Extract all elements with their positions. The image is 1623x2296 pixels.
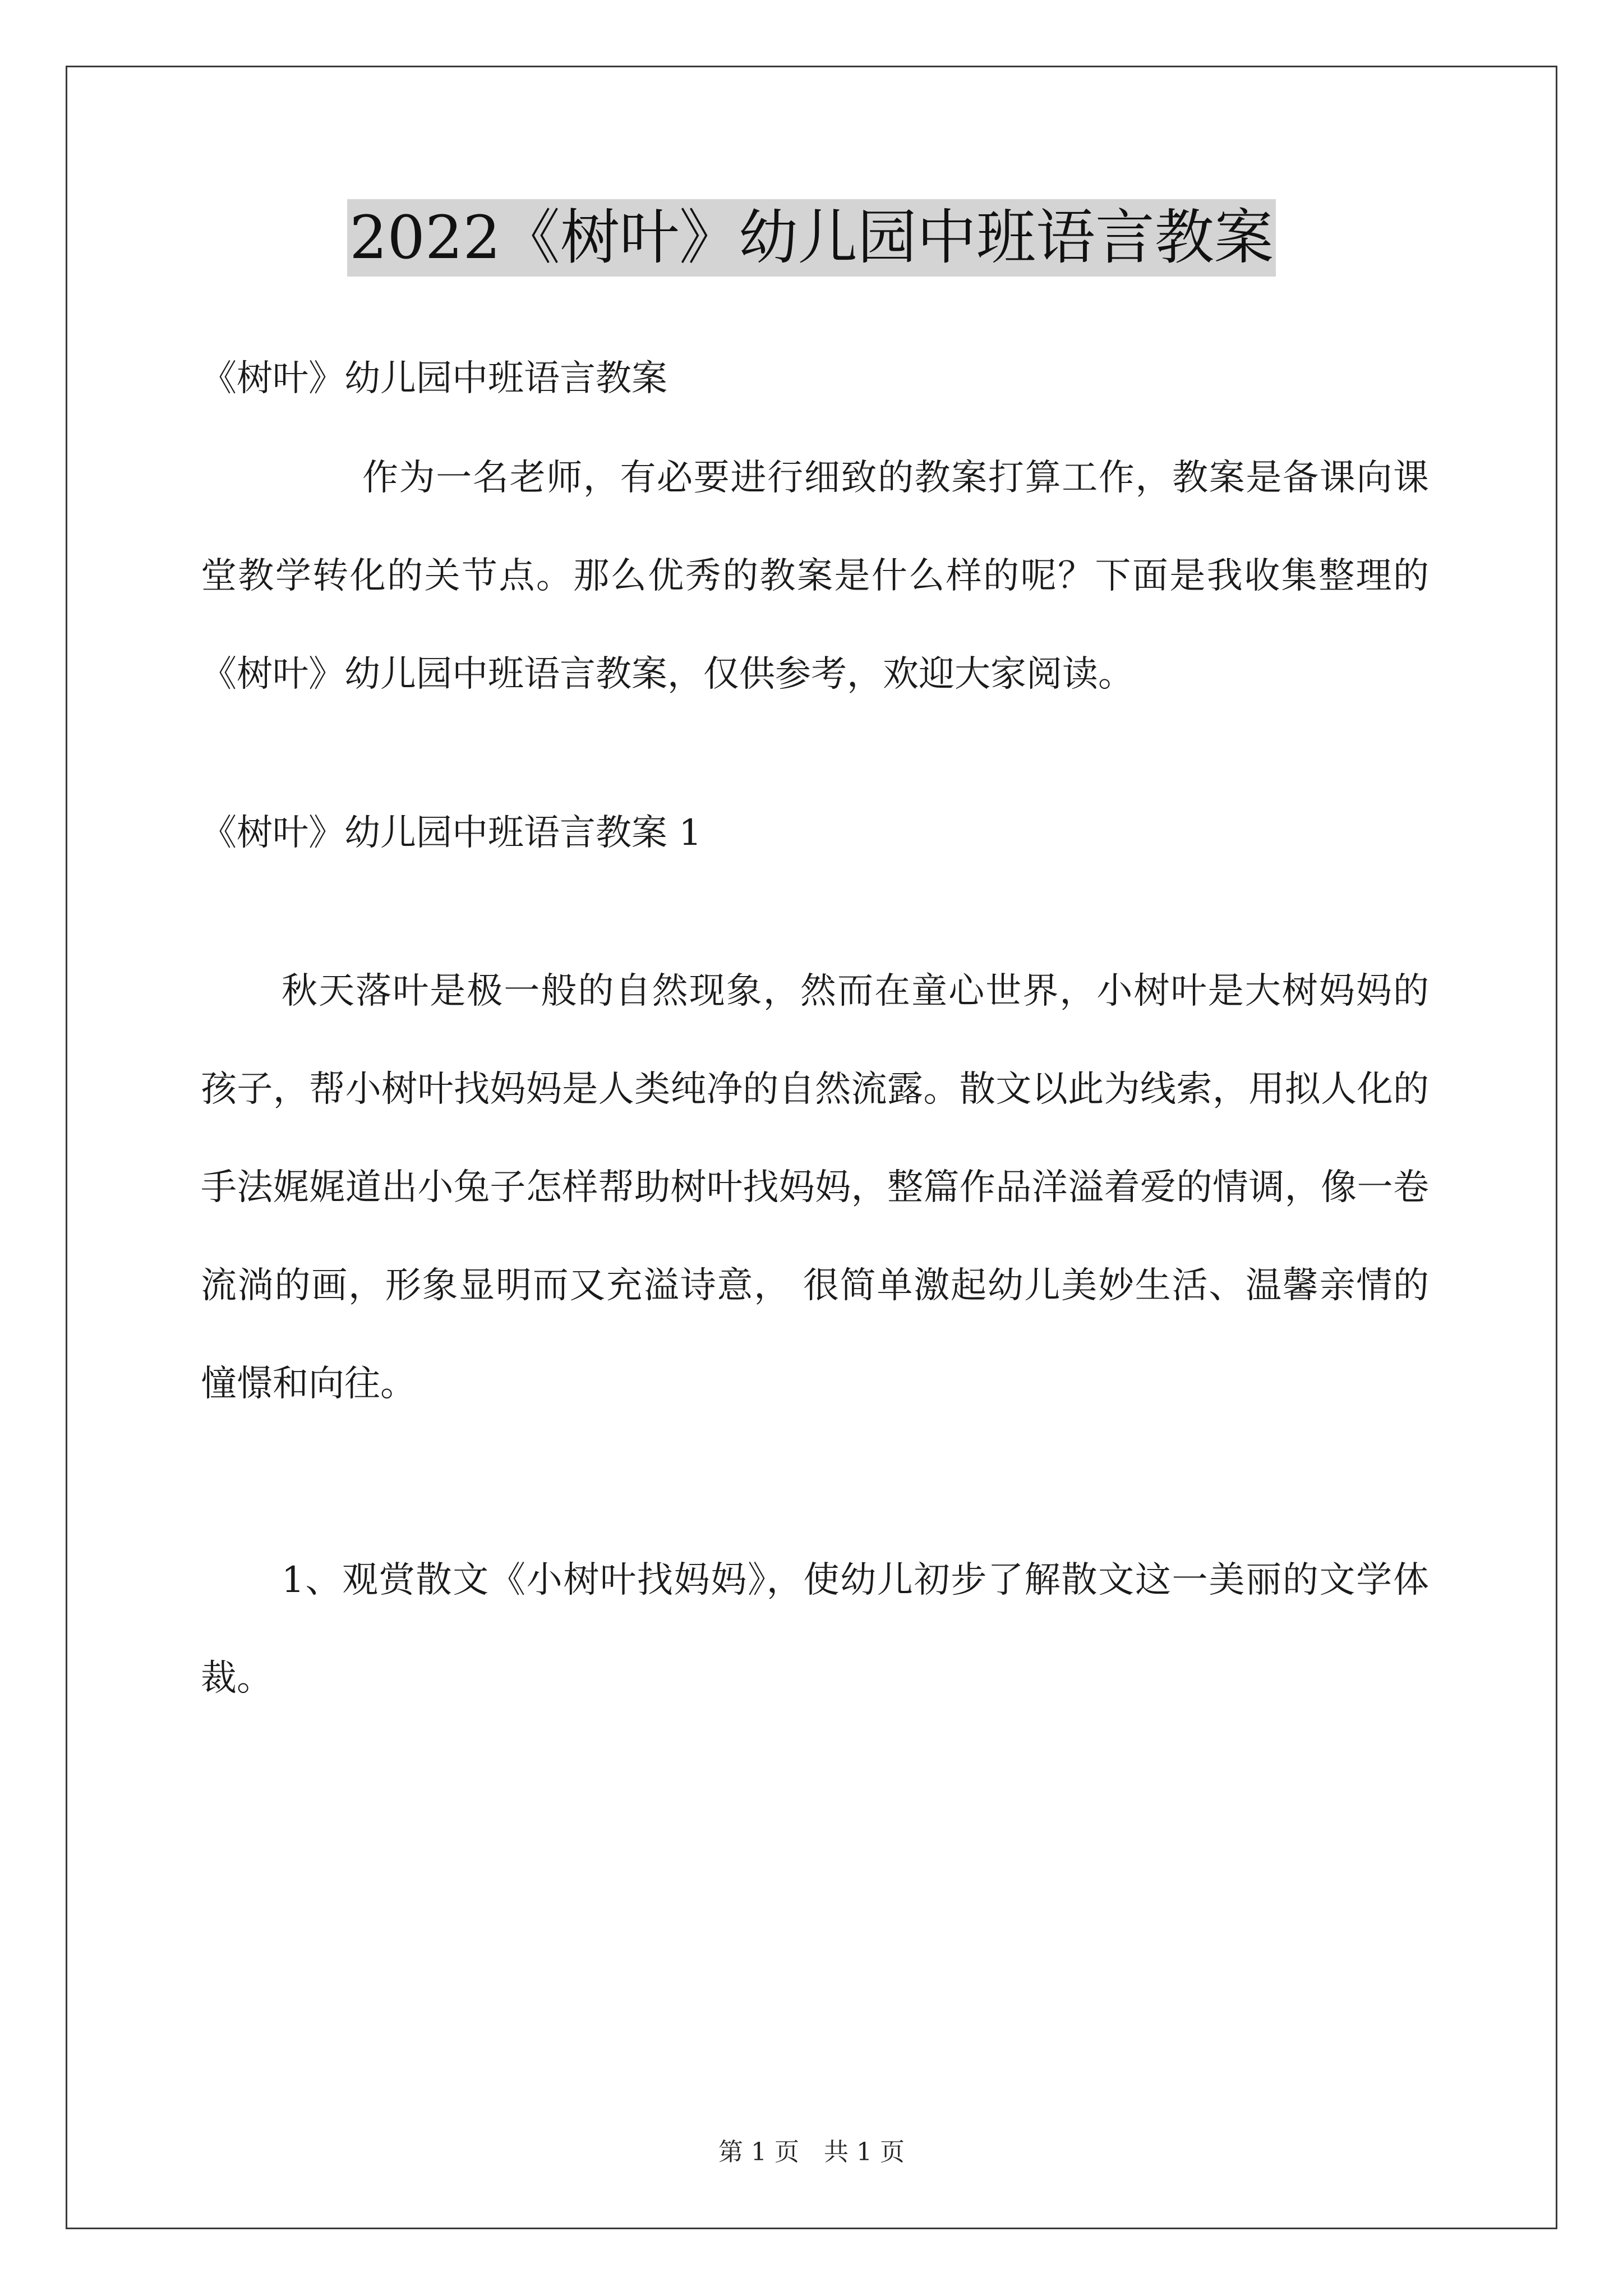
spacer	[201, 724, 1429, 791]
objective-paragraph: 1、观赏散文《小树叶找妈妈》，使幼儿初步了解散文这一美丽的文学体裁。	[201, 1559, 1429, 1699]
section-heading: 《树叶》幼儿园中班语言教案 1	[201, 812, 702, 854]
document-body	[201, 337, 1429, 1728]
body-paragraph: 秋天落叶是极一般的自然现象，然而在童心世界，小树叶是大树妈妈的孩子，帮小树叶找妈妈是人类纯净的自然流露。散文以此为线索，用拟人化的手法娓娓道出小兔子怎样帮助树叶找妈妈，整篇作品洋溢着爱的情调，像一卷流淌的画，形象显明而又充溢诗意， 很简单激起幼儿美妙生活、温馨亲情的憧憬和向往。	[201, 970, 1429, 1405]
title-container	[0, 199, 1623, 277]
intro-paragraph: 作为一名老师，有必要进行细致的教案打算工作，教案是备课向课堂教学转化的关节点。那么优秀的教案是什么样的呢？下面是我收集整理的《树叶》幼儿园中班语言教案，仅供参考，欢迎大家阅读。	[201, 457, 1429, 695]
document-title: 2022《树叶》幼儿园中班语言教案	[347, 199, 1276, 277]
page-footer: 第 1 页 共 1 页	[718, 2138, 905, 2166]
spacer	[201, 1433, 1429, 1531]
document-subtitle: 《树叶》幼儿园中班语言教案	[201, 358, 667, 399]
spacer	[201, 875, 1429, 942]
